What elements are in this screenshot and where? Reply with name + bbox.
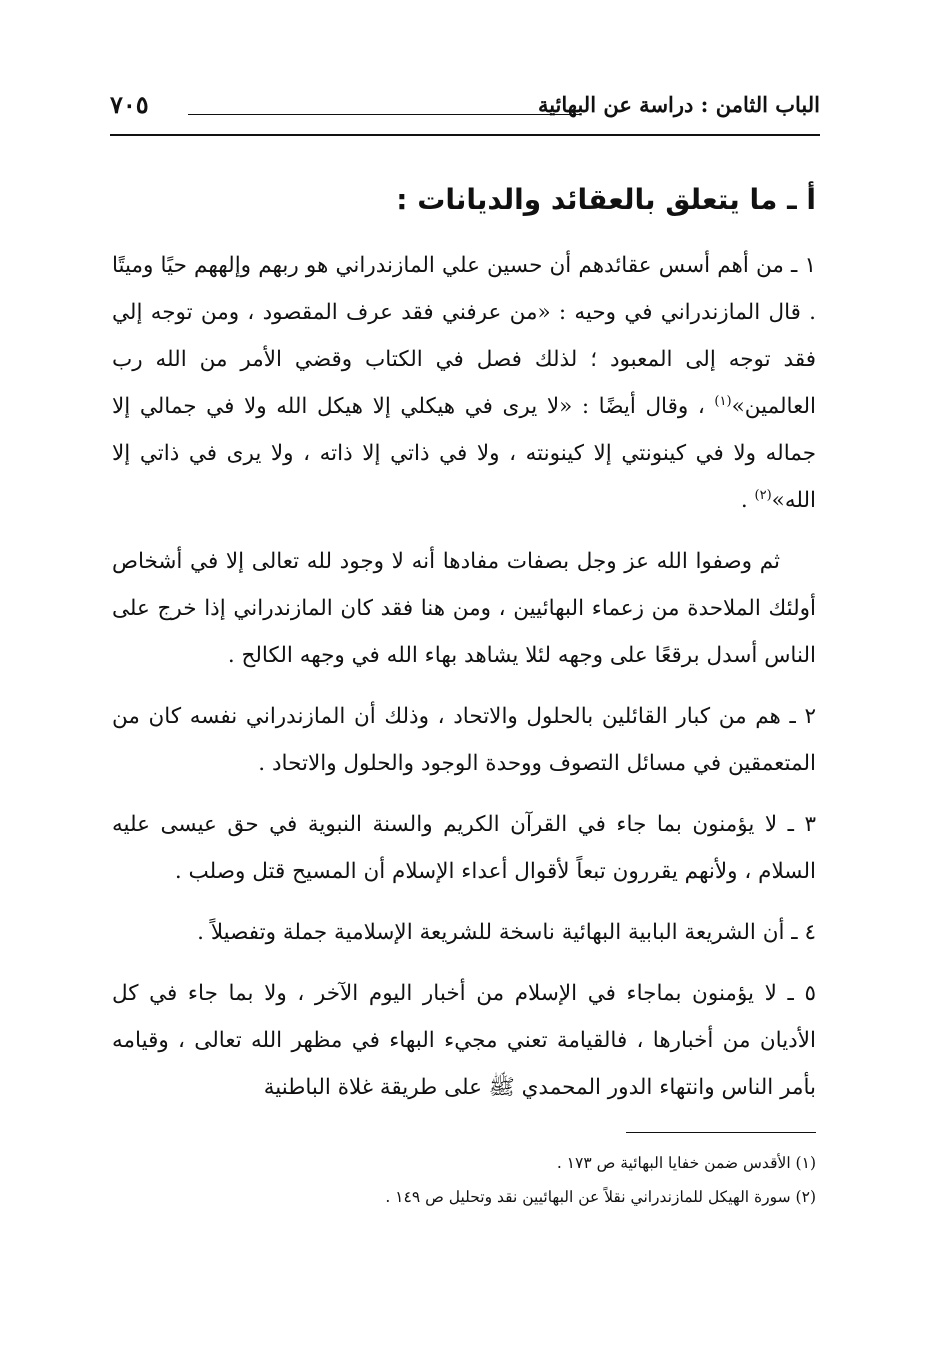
footnotes — [112, 1146, 816, 1214]
page-number: ٧٠٥ — [110, 90, 149, 119]
paragraph-2: ثم وصفوا الله عز وجل بصفات مفادها أنه لا وجود لله تعالى إلا في أشخاص أولئك الملاحدة من زعماء البهائيين ، ومن هنا فقد كان المازندراني إذا خرج على الناس أسدل برقعًا على وجهه لئلا يشاهد بهاء الله في وجهه الكالح . — [112, 549, 816, 668]
paragraph-1-text-3: . — [740, 488, 748, 513]
paragraph-4: ٣ ـ لا يؤمنون بما جاء في القرآن الكريم والسنة النبوية في حق عيسى عليه السلام ، ولأنهم يقررون تبعاً لأقوال أعداء الإسلام أن المسيح قتل وصلب . — [112, 812, 816, 884]
footnote-ref-2: (٢) — [754, 487, 772, 503]
header-rule — [110, 134, 820, 136]
footnote-rule — [626, 1132, 816, 1133]
header-dash-line — [188, 114, 580, 115]
footnote-ref-1: (١) — [714, 393, 732, 409]
paragraph-6: ٥ ـ لا يؤمنون بماجاء في الإسلام من أخبار اليوم الآخر ، ولا بما جاء في كل الأديان من أخبارها ، فالقيامة تعني مجيء البهاء في مظهر الله تعالى ، وقيامه بأمر الناس وانتهاء الدور المحمدي ﷺ على طريقة غلاة الباطنية — [112, 981, 816, 1100]
chapter-title: الباب الثامن : دراسة عن البهائية — [537, 92, 820, 117]
paragraph-1-text: ١ ـ من أهم أسس عقائدهم أن حسين علي المازندراني هو ربهم وإلههم حيًا وميتًا . قال المازندراني في وحيه : «من عرفني فقد عرف المقصود ، ومن توجه إلي فقد توجه إلى المعبود ؛ لذلك فصل في الكتاب وقضي الأمر من الله رب العالمين» — [112, 253, 816, 419]
footnote-1: (١) الأقدس ضمن خفايا البهائية ص ١٧٣ . — [556, 1154, 816, 1172]
section-heading: أ ـ ما يتعلق بالعقائد والديانات : — [396, 183, 816, 216]
paragraph-1-text-2: ، وقال أيضًا : «لا يرى في هيكلي إلا هيكل الله ولا في جمالي إلا جماله ولا في كينونتي إلا كينونته ، ولا في ذاتي إلا ذاته ، ولا يرى في ذاتي إلا الله» — [112, 394, 816, 513]
paragraph-5: ٤ ـ أن الشريعة البابية البهائية ناسخة للشريعة الإسلامية جملة وتفصيلاً . — [197, 920, 816, 945]
paragraph-3: ٢ ـ هم من كبار القائلين بالحلول والاتحاد ، وذلك أن المازندراني نفسه كان من المتعمقين في مسائل التصوف ووحدة الوجود والحلول والاتحاد . — [112, 704, 816, 776]
running-header — [110, 92, 820, 136]
footnote-2: (٢) سورة الهيكل للمازندراني نقلاً عن البهائيين نقد وتحليل ص ١٤٩ . — [385, 1188, 816, 1206]
page-body — [112, 178, 816, 1125]
paragraph-1 — [112, 242, 816, 524]
